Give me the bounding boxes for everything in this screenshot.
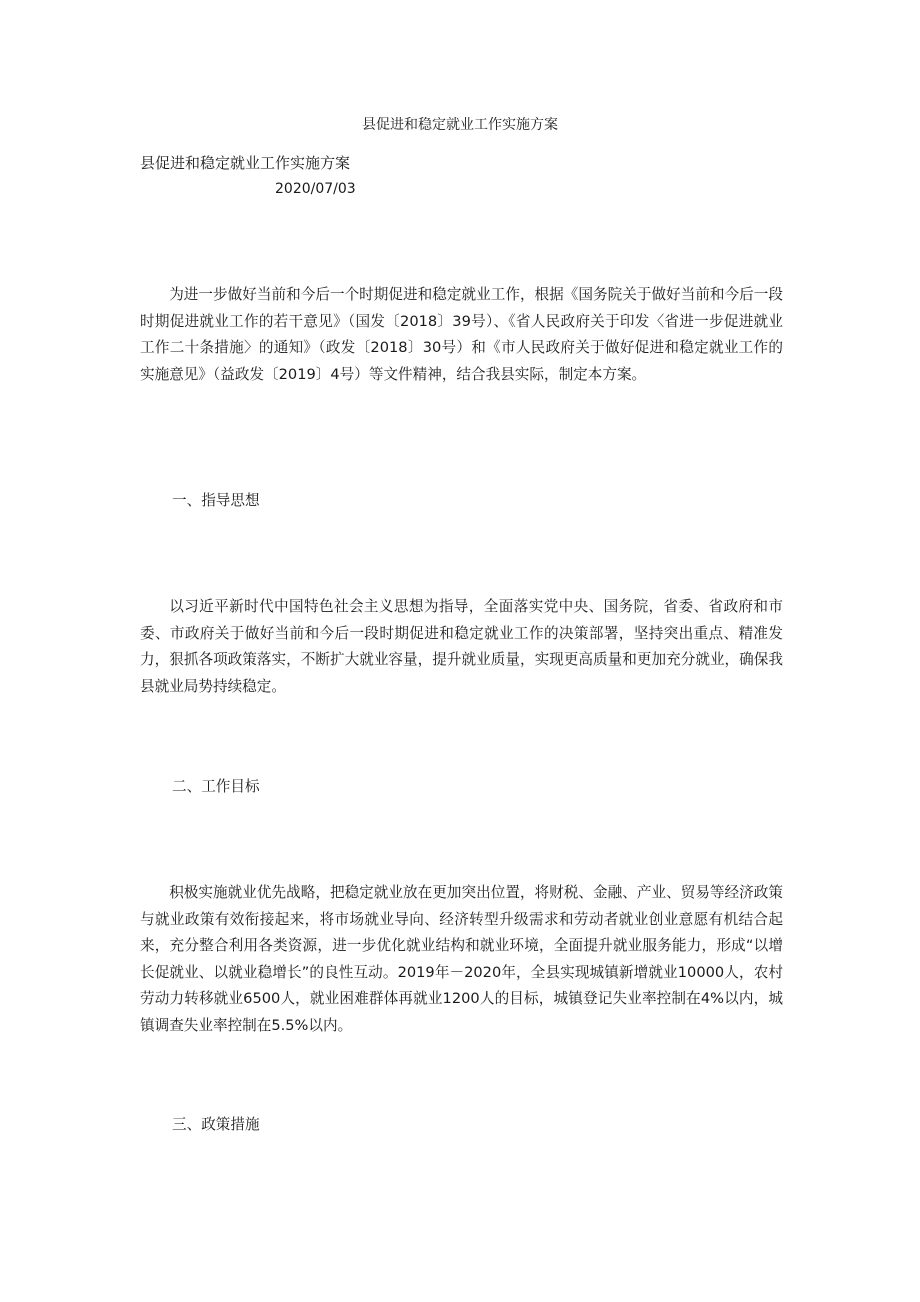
section-heading-guiding-ideology: 一、指导思想 xyxy=(172,492,260,509)
section-heading-work-goals: 二、工作目标 xyxy=(172,778,260,795)
page-header-title: 县促进和稳定就业工作实施方案 xyxy=(362,117,558,133)
section-body-guiding-ideology: 以习近平新时代中国特色社会主义思想为指导，全面落实党中央、国务院，省委、省政府和市委、市政府关于做好当前和今后一段时期促进和稳定就业工作的决策部署，坚持突出重点、精准发力，狠抓各项政策落实，不断扩大就业容量，提升就业质量，实现更高质量和更加充分就业，确保我县就业局势持续稳定。 xyxy=(140,598,783,695)
section-heading-policy-measures: 三、政策措施 xyxy=(172,1116,260,1133)
document-date: 2020/07/03 xyxy=(275,181,356,197)
section-body-work-goals: 积极实施就业优先战略，把稳定就业放在更加突出位置，将财税、金融、产业、贸易等经济政策与就业政策有效衔接起来，将市场就业导向、经济转型升级需求和劳动者就业创业意愿有机结合起来，充分整合利用各类资源，进一步优化就业结构和就业环境，全面提升就业服务能力，形成“以增长促就业、以就业稳增长”的良性互动。2019年－2020年，全县实现城镇新增就业10000人，农村劳动力转移就业6500人，就业困难群体再就业1200人的目标，城镇登记失业率控制在4%以内，城镇调查失业率控制在5.5%以内。 xyxy=(140,884,783,1034)
intro-paragraph: 为进一步做好当前和今后一个时期促进和稳定就业工作，根据《国务院关于做好当前和今后一段时期促进就业工作的若干意见》（国发〔2018〕39号）、《省人民政府关于印发〈省进一步促进就业工作二十条措施〉的通知》（政发〔2018〕30号）和《市人民政府关于做好促进和稳定就业工作的实施意见》（益政发〔2019〕4号）等文件精神，结合我县实际，制定本方案。 xyxy=(140,286,783,383)
document-title: 县促进和稳定就业工作实施方案 xyxy=(140,154,351,172)
